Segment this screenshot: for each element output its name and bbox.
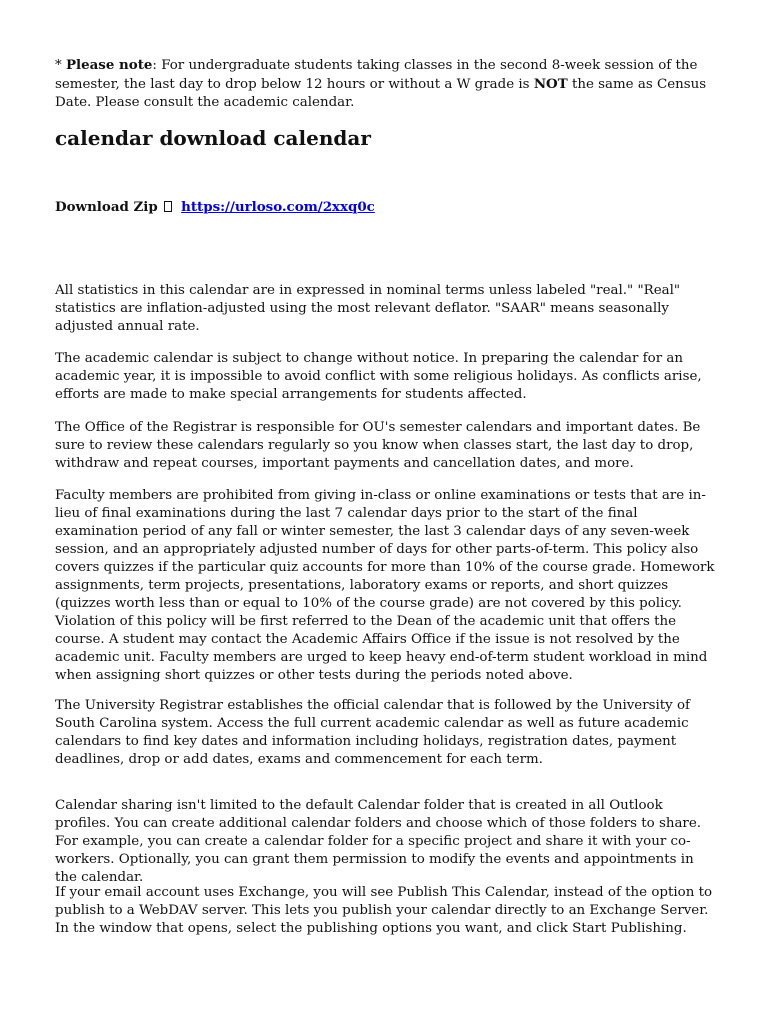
paragraph-calendar-sharing: Calendar sharing isn't limited to the default Calendar folder that is created in all Outlook profiles. You can create additional calendar folders and choose which of those folders to share. For example, you can create a calendar folder for a specific project and share it with your co-workers. Optionally, you can grant them permission to modify the events and appointments in the calendar.: [55, 798, 702, 885]
note-emphasis: NOT: [533, 76, 568, 92]
paragraph-university-registrar: The University Registrar establishes the official calendar that is followed by the University of South Carolina system. Access the full current academic calendar as well as future academic calendars to find key dates and information including holidays, registration dates, payment deadlines, drop or add dates, exams and commencement for each term.: [55, 698, 690, 767]
note-label: Please note: [65, 57, 153, 73]
paragraph-exchange-publish: If your email account uses Exchange, you will see Publish This Calendar, instead of the option to publish to a WebDAV server. This lets you publish your calendar directly to an Exchange Server. In the window that opens, select the publishing options you want, and click Start Publishing.: [55, 885, 713, 936]
paragraph-statistics: All statistics in this calendar are in expressed in nominal terms unless labeled "real." "Real" statistics are inflation-adjusted using the most relevant deflator. "SAAR" means seasonally adjusted annual rate.: [55, 283, 681, 334]
page-title: calendar download calendar: [55, 126, 371, 150]
note-asterisk: *: [55, 58, 66, 73]
box-glyph-icon: [164, 201, 172, 212]
download-label: Download Zip: [55, 199, 158, 215]
paragraph-registrar: The Office of the Registrar is responsible for OU's semester calendars and important dates. Be sure to review these calendars regularly so you know when classes start, the last day to drop, withdraw and repeat courses, important payments and cancellation dates, and more.: [55, 420, 701, 471]
paragraph-faculty-policy: Faculty members are prohibited from giving in-class or online examinations or tests that are in-lieu of final examinations during the last 7 calendar days prior to the start of the final examination period of any fall or winter semester, the last 3 calendar days of any seven-week session, and an appropriately adjusted number of days for other parts-of-term. This policy also covers quizzes if the particular quiz accounts for more than 10% of the course grade. Homework assignments, term projects, presentations, laboratory exams or reports, and short quizzes (quizzes worth less than or equal to 10% of the course grade) are not covered by this policy. Violation of this policy will be first referred to the Dean of the academic unit that offers the course. A student may contact the Academic Affairs Office if the issue is not resolved by the academic unit. Faculty members are urged to keep heavy end-of-term student workload in mind when assigning short quizzes or other tests during the periods noted above.: [55, 488, 715, 683]
download-link[interactable]: https://urloso.com/2xxq0c: [181, 199, 375, 215]
please-note-paragraph: [55, 56, 715, 112]
note-text-end: the same as Census Date. Please consult the academic calendar.: [55, 77, 707, 110]
note-colon: :: [152, 58, 162, 73]
download-line: [55, 198, 375, 216]
paragraph-academic-calendar: The academic calendar is subject to change without notice. In preparing the calendar for an academic year, it is impossible to avoid conflict with some religious holidays. As conflicts arise, efforts are made to make special arrangements for students affected.: [55, 351, 702, 402]
note-text-start: For undergraduate students taking classes in the second 8-week session of the semester, the last day to drop below 12 hours or without a W grade is: [55, 58, 698, 92]
